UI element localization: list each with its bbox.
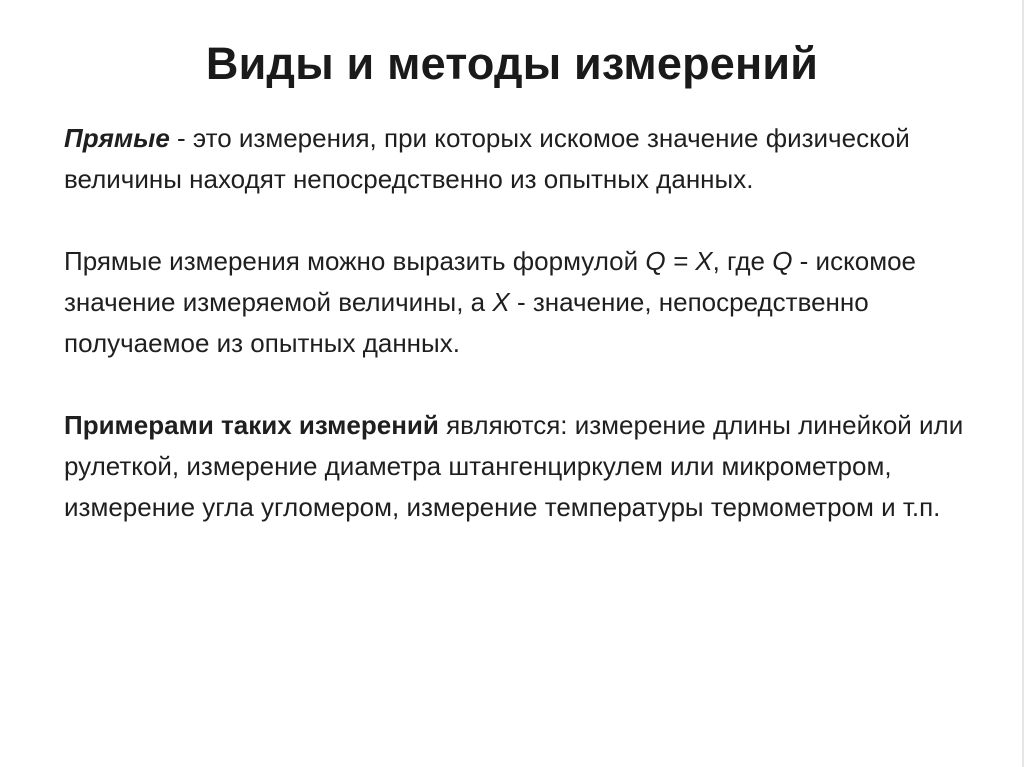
- term-direct: Прямые: [64, 123, 170, 153]
- formula: Q = X: [645, 246, 713, 276]
- variable-x: X: [492, 287, 510, 317]
- variable-q: Q: [772, 246, 793, 276]
- definition-text: - это измерения, при которых искомое значение физической величины находят непосредственно из опытных данных.: [64, 123, 910, 194]
- formula-q-desc: - искомое значение измеряемой величины, а: [64, 246, 916, 317]
- examples-lead: Примерами таких измерений: [64, 410, 439, 440]
- paragraph-formula: [64, 241, 964, 364]
- slide-content: [64, 118, 964, 528]
- formula-x-desc: - значение, непосредственно получаемое из опытных данных.: [64, 287, 869, 358]
- paragraph-definition: [64, 118, 964, 200]
- paragraph-examples: [64, 405, 964, 528]
- formula-intro: Прямые измерения можно выразить формулой: [64, 246, 646, 276]
- slide-title: Виды и методы измерений: [205, 38, 819, 89]
- formula-where: , где: [712, 246, 773, 276]
- examples-text: являются: измерение длины линейкой или рулеткой, измерение диаметра штангенциркулем или микрометром, измерение угла угломером, измерение температуры термометром и т.п.: [64, 410, 964, 522]
